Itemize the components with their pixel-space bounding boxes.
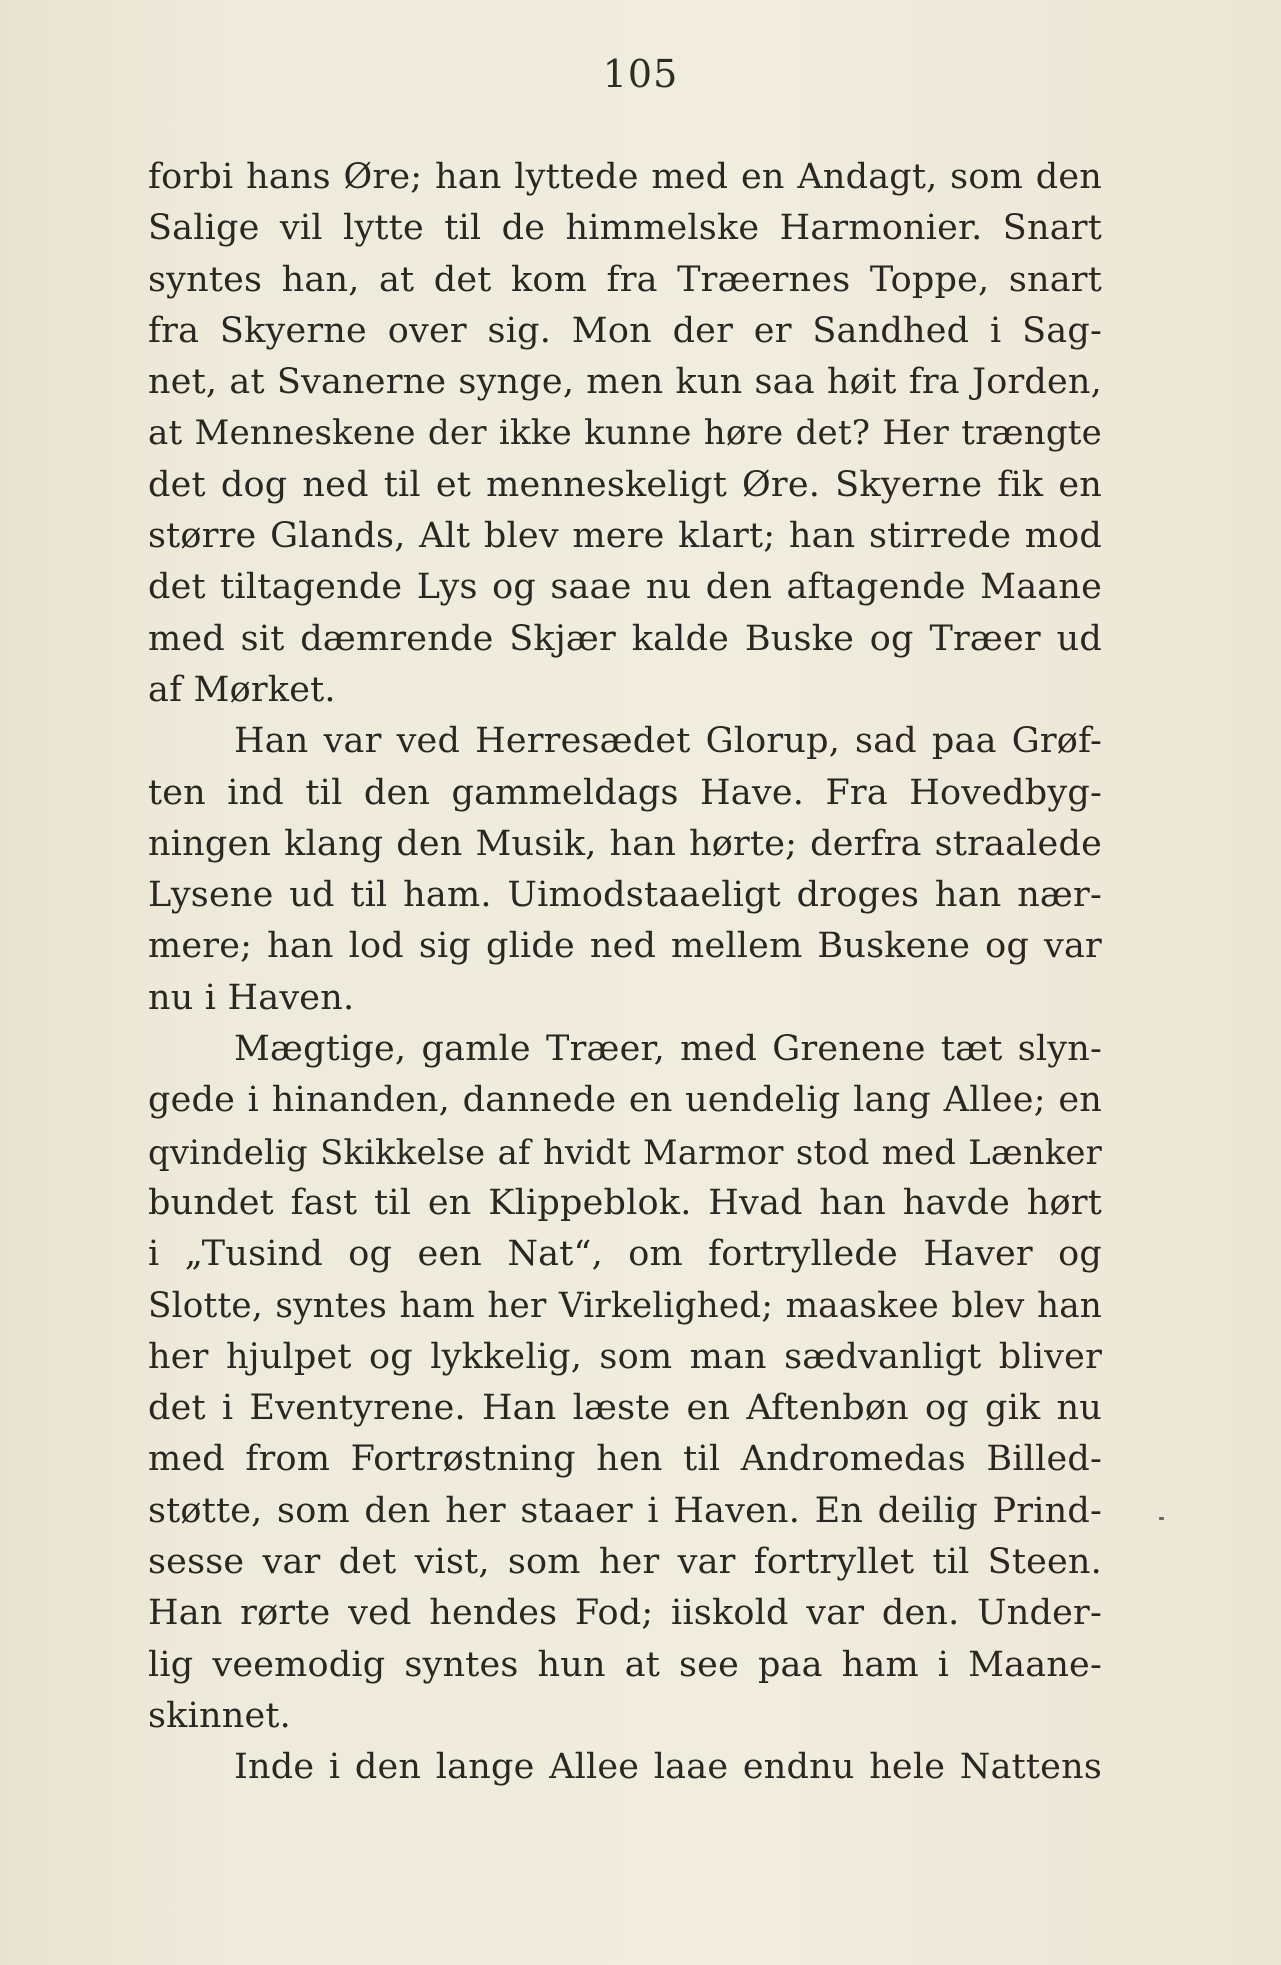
text-line: bundet fast til en Klippeblok. Hvad han havde hørt (148, 1182, 1102, 1223)
text-line: støtte, som den her staaer i Haven. En deilig Prind- (148, 1490, 1102, 1531)
text-line: sesse var det vist, som her var fortryllet til Steen. (148, 1542, 1102, 1583)
text-line: større Glands, Alt blev mere klart; han stirrede mod (148, 516, 1102, 557)
text-line: qvindelig Skikkelse af hvidt Marmor stod med Lænker (148, 1132, 1102, 1172)
print-speck (1159, 1517, 1164, 1520)
text-line: fra Skyerne over sig. Mon der er Sandhed i Sag- (148, 310, 1102, 351)
text-line: det tiltagende Lys og saae nu den aftagende Maane (148, 567, 1102, 608)
text-line: det dog ned til et menneskeligt Øre. Skyerne fik en (148, 464, 1102, 505)
text-line: med sit dæmrende Skjær kalde Buske og Træer ud (148, 618, 1102, 659)
text-line: Salige vil lytte til de himmelske Harmonier. Snart (148, 208, 1102, 249)
text-line: lig veemodig syntes hun at see paa ham i Maane- (148, 1644, 1102, 1685)
text-line: forbi hans Øre; han lyttede med en Andagt, som den (148, 157, 1102, 197)
paragraph-start-line: Inde i den lange Allee laae endnu hele Nattens (234, 1747, 1102, 1788)
text-line: Slotte, syntes ham her Virkelighed; maaskee blev han (148, 1285, 1102, 1326)
text-line: mere; han lod sig glide ned mellem Buskene og var (148, 926, 1102, 967)
page-number: 105 (602, 52, 679, 96)
text-line: nu i Haven. (148, 977, 355, 1018)
text-line: syntes han, at det kom fra Træernes Toppe, snart (148, 259, 1102, 300)
text-line: ningen klang den Musik, han hørte; derfra straalede (148, 823, 1102, 864)
paragraph-start-line: Mægtige, gamle Træer, med Grenene tæt slyn- (234, 1029, 1102, 1070)
text-line: i „Tusind og een Nat“, om fortryllede Haver og (148, 1234, 1102, 1275)
text-line: ten ind til den gammeldags Have. Fra Hovedbyg- (148, 772, 1102, 813)
paragraph-start-line: Han var ved Herresædet Glorup, sad paa Grøf- (234, 721, 1102, 762)
text-line: skinnet. (148, 1695, 291, 1736)
text-line: med from Fortrøstning hen til Andromedas Billed- (148, 1439, 1102, 1480)
text-line: her hjulpet og lykkelig, som man sædvanligt bliver (148, 1336, 1102, 1377)
text-line: net, at Svanerne synge, men kun saa høit fra Jorden, (148, 362, 1102, 403)
text-line: at Menneskene der ikke kunne høre det? Her trængte (148, 413, 1102, 454)
text-line: af Mørket. (148, 669, 336, 710)
text-line: Lysene ud til ham. Uimodstaaeligt droges han nær- (148, 875, 1102, 916)
text-line: gede i hinanden, dannede en uendelig lang Allee; en (148, 1080, 1102, 1121)
text-line: det i Eventyrene. Han læste en Aftenbøn og gik nu (148, 1388, 1102, 1429)
text-line: Han rørte ved hendes Fod; iiskold var den. Under- (148, 1593, 1102, 1634)
body-text (148, 152, 1102, 1794)
